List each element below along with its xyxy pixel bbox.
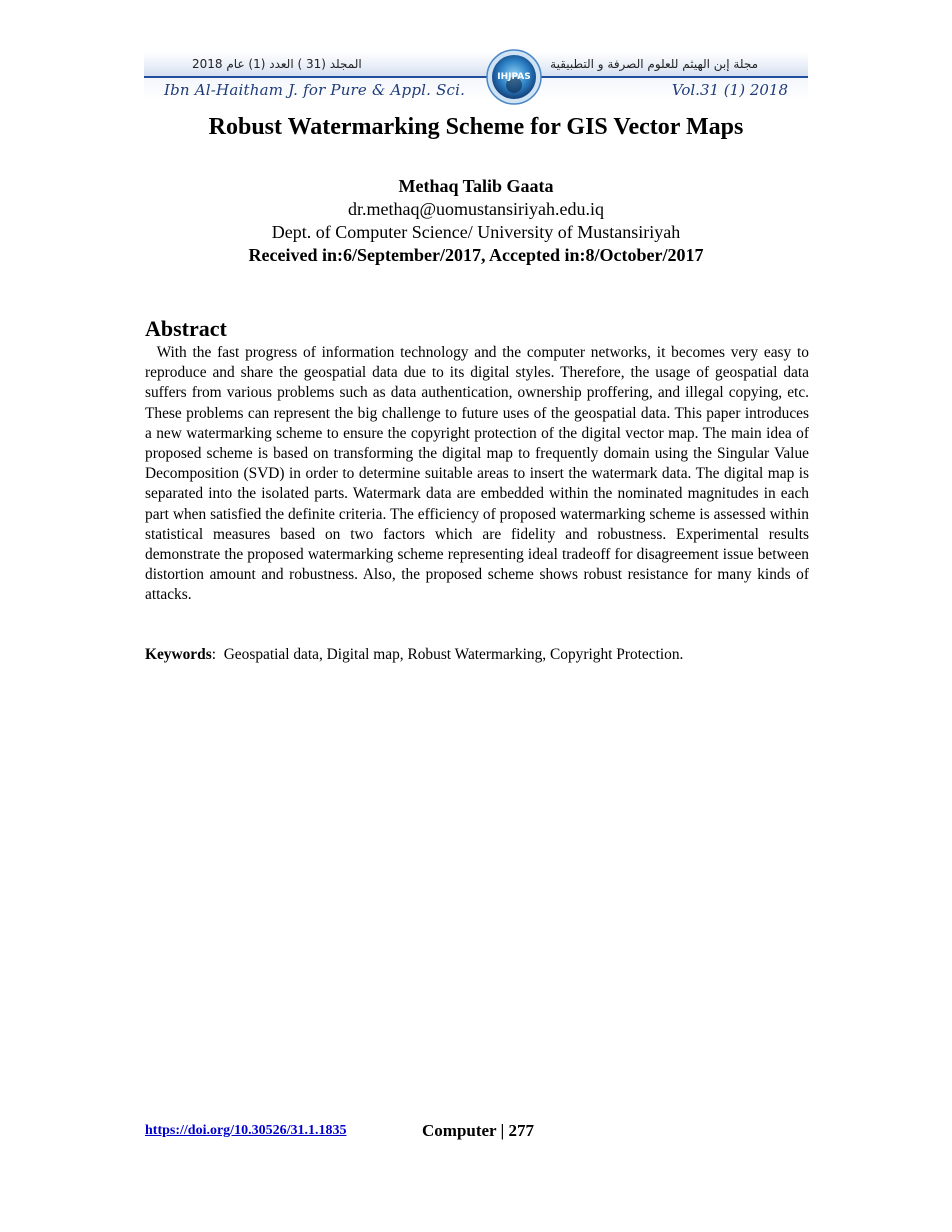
arabic-issue-info: المجلد (31 ) العدد (1) عام 2018 <box>192 57 362 71</box>
abstract-text <box>145 343 809 606</box>
paper-title: Robust Watermarking Scheme for GIS Vector Maps <box>208 114 744 140</box>
author-email[interactable]: dr.methaq@uomustansiriyah.edu.iq <box>347 199 605 219</box>
keywords-label: Keywords <box>145 646 212 663</box>
logo-text: IHJPAS <box>497 72 531 82</box>
keywords-line: Keywords: Geospatial data, Digital map, Robust Watermarking, Copyright Protection. <box>145 646 684 663</box>
keywords-list: Geospatial data, Digital map, Robust Watermarking, Copyright Protection. <box>223 646 684 663</box>
doi-link[interactable]: https://doi.org/10.30526/31.1.1835 <box>145 1123 347 1138</box>
volume-info: Vol.31 (1) 2018 <box>671 81 788 99</box>
author-block <box>0 175 952 267</box>
journal-header <box>144 52 808 100</box>
abstract-heading: Abstract <box>145 316 227 341</box>
abstract-body: With the fast progress of information technology and the computer networks, it becomes very easy to reproduce and share the geospatial data due to its digital styles. Therefore, the usage of geospatial data suffers from various problems such as data authentication, ownership proffering, and illegal copying, etc. These problems can represent the big challenge to future uses of the geospatial data. This paper introduces a new watermarking scheme to ensure the copyright protection of the digital vector map. The main idea of proposed scheme is based on transforming the digital map to frequently domain using the Singular Value Decomposition (SVD) in order to determine suitable areas to insert the watermark data. The digital map is separated into the isolated parts. Watermark data are embedded within the nominated magnitudes in each part when satisfied the definite criteria. The efficiency of proposed watermarking scheme is assessed within statistical measures based on two factors which are fidelity and robustness. Experimental results demonstrate the proposed watermarking scheme representing ideal tradeoff for disagreement issue between distortion amount and robustness. Also, the proposed scheme shows robust resistance for many kinds of attacks. <box>145 344 810 604</box>
received-accepted-dates: Received in:6/September/2017, Accepted in:8/October/2017 <box>248 245 704 265</box>
author-name: Methaq Talib Gaata <box>398 176 554 196</box>
journal-name: Ibn Al-Haitham J. for Pure & Appl. Sci. <box>164 81 466 99</box>
journal-logo <box>486 49 542 105</box>
page-number: Computer | 277 <box>422 1121 535 1140</box>
author-affiliation: Dept. of Computer Science/ University of Mustansiriyah <box>271 222 681 242</box>
arabic-journal-name: مجلة إبن الهيثم للعلوم الصرفة و التطبيقية <box>550 57 758 71</box>
